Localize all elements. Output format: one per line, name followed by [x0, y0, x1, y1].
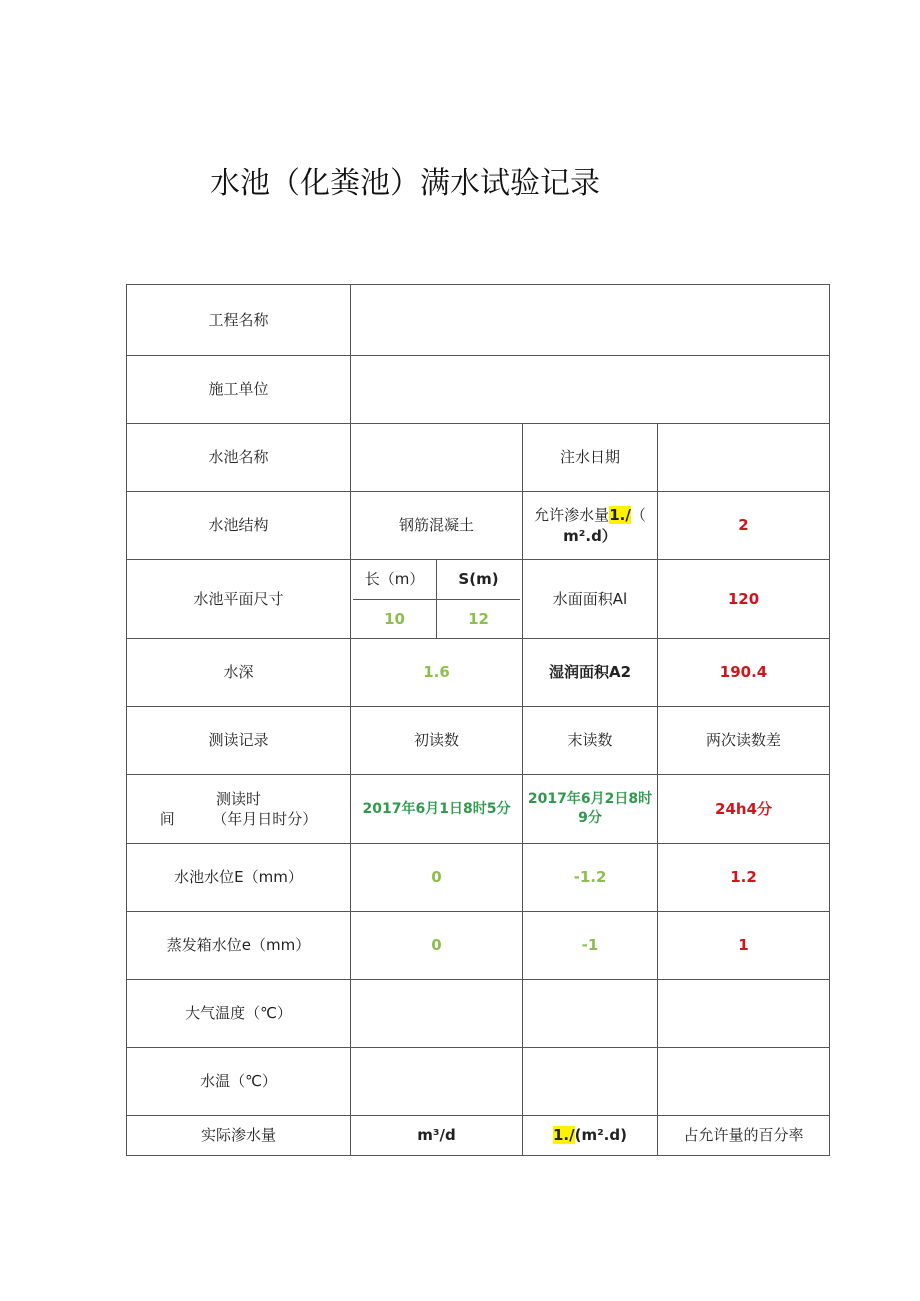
row-construction-unit [127, 356, 830, 424]
evap-initial: 0 [351, 912, 523, 980]
size-label: 水池平面尺寸 [127, 560, 351, 639]
evap-final: -1 [523, 912, 658, 980]
water-area-value: 120 [658, 560, 830, 639]
fill-date-label: 注水日期 [523, 424, 658, 492]
fill-date-value[interactable] [658, 424, 830, 492]
allowable-label-c: m².d） [563, 526, 617, 545]
project-name-value[interactable] [351, 285, 830, 356]
record-table [126, 284, 830, 1156]
water-area-label: 水面面积Al [523, 560, 658, 639]
pool-name-value[interactable] [351, 424, 523, 492]
air-temp-label: 大气温度（℃） [127, 980, 351, 1048]
allowable-value: 2 [658, 492, 830, 560]
row-project-name [127, 285, 830, 356]
water-temp-label: 水温（℃） [127, 1048, 351, 1116]
row-reading [127, 707, 830, 775]
allowable-label [523, 492, 658, 560]
s-label: S(m) [436, 560, 520, 599]
actual-label: 实际渗水量 [127, 1116, 351, 1156]
row-structure [127, 492, 830, 560]
structure-value: 钢筋混凝土 [351, 492, 523, 560]
level-diff: 1.2 [658, 844, 830, 912]
row-actual [127, 1116, 830, 1156]
row-depth [127, 639, 830, 707]
allowable-label-b: （ [630, 506, 646, 525]
actual-unit-highlight: 1./ [553, 1126, 575, 1145]
depth-value: 1.6 [351, 639, 523, 707]
actual-unit-m2 [523, 1116, 658, 1156]
length-value: 10 [384, 609, 405, 628]
structure-label: 水池结构 [127, 492, 351, 560]
allowable-label-highlight: 1./ [609, 506, 631, 525]
time-label [127, 775, 351, 844]
project-name-label: 工程名称 [127, 285, 351, 356]
level-label: 水池水位E（mm） [127, 844, 351, 912]
water-temp-final[interactable] [523, 1048, 658, 1116]
water-temp-diff[interactable] [658, 1048, 830, 1116]
evap-diff: 1 [658, 912, 830, 980]
level-final: -1.2 [523, 844, 658, 912]
wet-area-value: 190.4 [658, 639, 830, 707]
actual-unit-rest: (m².d) [574, 1126, 627, 1145]
row-time [127, 775, 830, 844]
wet-area-label: 湿润面积A2 [523, 639, 658, 707]
level-initial: 0 [351, 844, 523, 912]
pool-name-label: 水池名称 [127, 424, 351, 492]
air-temp-initial[interactable] [351, 980, 523, 1048]
row-level [127, 844, 830, 912]
size-split [351, 560, 523, 639]
evap-label: 蒸发箱水位e（mm） [127, 912, 351, 980]
depth-label: 水深 [127, 639, 351, 707]
row-size [127, 560, 830, 639]
row-air-temp [127, 980, 830, 1048]
time-final: 2017年6月2日8时9分 [523, 775, 658, 844]
time-label-line2: 间 （年月日时分） [159, 810, 318, 828]
construction-unit-label: 施工单位 [127, 356, 351, 424]
length-label: 长（m） [364, 570, 425, 589]
allowable-label-a: 允许渗水量 [534, 506, 610, 525]
time-diff: 24h4分 [658, 775, 830, 844]
time-initial: 2017年6月1日8时5分 [351, 775, 523, 844]
air-temp-final[interactable] [523, 980, 658, 1048]
final-reading-header: 末读数 [523, 707, 658, 775]
construction-unit-value[interactable] [351, 356, 830, 424]
water-temp-initial[interactable] [351, 1048, 523, 1116]
percent-label: 占允许量的百分率 [658, 1116, 830, 1156]
actual-unit-m3: m³/d [351, 1116, 523, 1156]
page-title: 水池（化粪池）满水试验记录 [210, 166, 600, 201]
reading-label: 测读记录 [127, 707, 351, 775]
row-evap [127, 912, 830, 980]
air-temp-diff[interactable] [658, 980, 830, 1048]
row-water-temp [127, 1048, 830, 1116]
row-pool-name [127, 424, 830, 492]
diff-reading-header: 两次读数差 [658, 707, 830, 775]
initial-reading-header: 初读数 [351, 707, 523, 775]
time-label-line1: 测读时 [215, 789, 261, 808]
s-value: 12 [436, 600, 520, 639]
